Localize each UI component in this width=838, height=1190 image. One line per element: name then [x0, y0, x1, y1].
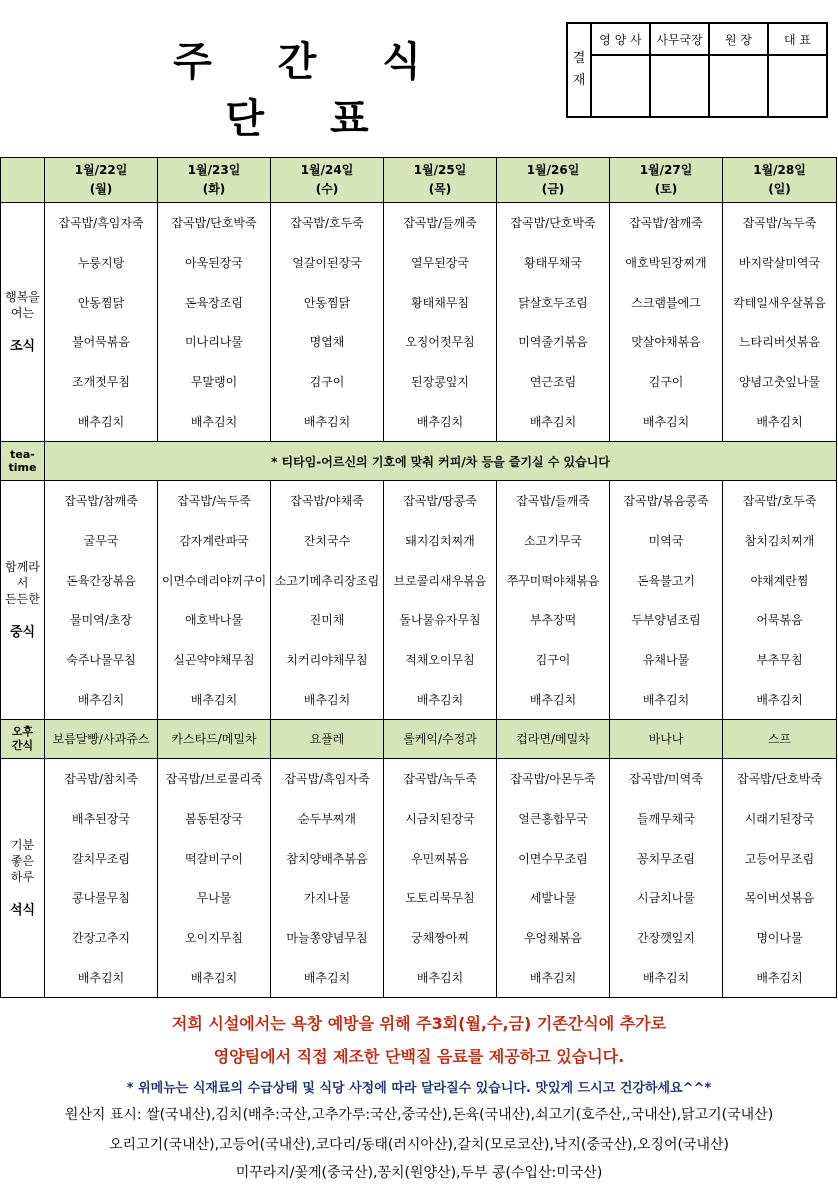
date-label: 1월/28일	[753, 163, 806, 177]
approval-header: 원 장	[709, 23, 768, 55]
menu-item: 애호박나물	[185, 613, 243, 628]
menu-item-list	[723, 759, 836, 997]
breakfast-label-line: 행복을	[5, 290, 40, 304]
breakfast-menu-cell	[384, 203, 497, 442]
menu-item: 배추김치	[756, 414, 803, 429]
teatime-label: tea-time	[1, 442, 45, 481]
menu-item: 황태무채국	[524, 255, 582, 270]
menu-item: 브로콜리새우볶음	[393, 573, 487, 588]
menu-item: 순두부찌개	[298, 811, 356, 826]
menu-item: 배추김치	[529, 692, 577, 707]
menu-item: 잡곡밥/녹두죽	[177, 494, 251, 509]
menu-item: 연근조림	[529, 374, 577, 389]
menu-item: 배추김치	[756, 692, 803, 707]
menu-item-list	[723, 481, 836, 719]
menu-item: 불어묵볶음	[72, 335, 130, 350]
date-cell	[610, 158, 723, 203]
menu-item: 시금치나물	[637, 891, 695, 906]
menu-item: 치커리야채무침	[286, 652, 368, 667]
dinner-menu-cell	[723, 759, 837, 998]
approval-header: 영 양 사	[591, 23, 650, 55]
snack-label	[1, 720, 45, 759]
menu-item: 부추장떡	[529, 613, 577, 628]
menu-item: 세발나물	[529, 891, 577, 906]
breakfast-menu-cell	[723, 203, 837, 442]
dinner-menu-cell	[271, 759, 384, 998]
menu-item: 바지락살미역국	[738, 255, 821, 270]
menu-item: 굴무국	[83, 533, 119, 548]
breakfast-menu-cell	[610, 203, 723, 442]
menu-item: 잡곡밥/땅콩죽	[403, 494, 477, 509]
menu-item: 배추김치	[77, 970, 125, 985]
lunch-label	[1, 481, 45, 720]
menu-item: 배추김치	[529, 970, 577, 985]
snack-cell: 보름달빵/사과쥬스	[45, 720, 158, 759]
breakfast-menu-cell	[497, 203, 610, 442]
menu-item: 참치김치찌개	[744, 533, 815, 548]
menu-item: 이면수데리야끼구이	[161, 573, 267, 588]
menu-item: 잡곡밥/단호박죽	[510, 216, 596, 231]
menu-item-list	[384, 759, 496, 997]
approval-signature-box	[650, 55, 709, 117]
date-cell	[497, 158, 610, 203]
date-cell	[384, 158, 497, 203]
menu-item: 배추김치	[756, 970, 803, 985]
menu-item: 적채오이무침	[405, 652, 475, 667]
menu-item: 목이버섯볶음	[744, 891, 815, 906]
menu-item: 도토리묵무침	[405, 891, 475, 906]
menu-item: 김구이	[309, 374, 345, 389]
menu-item: 조개젓무침	[72, 374, 130, 389]
menu-item: 돈육간장볶음	[66, 573, 136, 588]
menu-disclaimer: * 위메뉴는 식재료의 수급상태 및 식당 사정에 따라 달라질수 있습니다. 맛있게 드시고 건강하세요^^*	[126, 1081, 712, 1096]
menu-item-list	[497, 203, 609, 441]
menu-item-list	[384, 481, 496, 719]
approval-signature-box	[768, 55, 827, 117]
menu-item: 들깨무채국	[637, 811, 695, 826]
approval-signature-box	[709, 55, 768, 117]
menu-item: 이면수무조림	[518, 851, 588, 866]
menu-item: 잡곡밥/흑임자죽	[284, 772, 370, 787]
menu-item: 애호박된장찌개	[625, 255, 707, 270]
snack-label-line: 오후	[11, 725, 34, 738]
breakfast-menu-cell	[45, 203, 158, 442]
corner-cell	[1, 158, 45, 203]
weekday-label: (월)	[89, 182, 113, 196]
menu-item: 봄동된장국	[185, 811, 243, 826]
menu-item-list	[271, 759, 383, 997]
snack-cell: 요플레	[271, 720, 384, 759]
menu-item: 배추김치	[77, 692, 125, 707]
snack-row	[1, 720, 837, 759]
menu-item: 잡곡밥/아몬두죽	[510, 772, 596, 787]
origin-line: 원산지 표시: 쌀(국내산),김치(배추:국산,고추가루:국산,중국산),돈육(국내산),쇠고기(호주산,,국내산),닭고기(국내산)	[64, 1107, 774, 1123]
menu-item: 배추김치	[190, 692, 238, 707]
menu-item: 배추김치	[303, 414, 351, 429]
date-cell	[723, 158, 837, 203]
menu-item: 잡곡밥/미역죽	[629, 772, 703, 787]
menu-item-list	[158, 759, 270, 997]
menu-item: 잡곡밥/들깨죽	[403, 216, 477, 231]
menu-item: 명엽채	[309, 335, 345, 350]
date-label: 1월/24일	[300, 163, 354, 177]
menu-item: 무나물	[196, 891, 232, 906]
menu-item: 오이지무침	[185, 930, 243, 945]
weekday-label: (화)	[202, 182, 226, 196]
menu-item: 떡갈비구이	[185, 851, 243, 866]
lunch-menu-cell	[497, 481, 610, 720]
snack-cell: 컵라면/메밀차	[497, 720, 610, 759]
menu-item: 소고기메추리장조림	[274, 573, 380, 588]
dinner-label-main: 석식	[9, 903, 36, 918]
menu-item: 잡곡밥/들깨죽	[516, 494, 590, 509]
notice-line: 영양팀에서 직접 제조한 단백질 음료를 제공하고 있습니다.	[213, 1047, 625, 1066]
lunch-menu-cell	[610, 481, 723, 720]
menu-item: 김구이	[648, 374, 684, 389]
date-cell	[271, 158, 384, 203]
menu-item: 미역줄기볶음	[518, 335, 588, 350]
lunch-menu-cell	[45, 481, 158, 720]
menu-item: 참치양배추볶음	[286, 851, 368, 866]
snack-cell: 카스타드/메밀차	[158, 720, 271, 759]
date-label: 1월/22일	[74, 163, 128, 177]
date-label: 1월/27일	[639, 163, 693, 177]
menu-item: 숙주나물무침	[66, 652, 136, 667]
dinner-label-line: 하루	[10, 870, 35, 884]
menu-item: 야채계란찜	[750, 573, 809, 588]
menu-item: 감자계란파국	[179, 533, 249, 548]
menu-item: 배추김치	[642, 414, 690, 429]
menu-item: 어묵볶음	[756, 613, 803, 628]
breakfast-label	[1, 203, 45, 442]
origin-line: 미꾸라지/꽃게(중국산),꽁치(원양산),두부 콩(수입산:미국산)	[235, 1165, 603, 1181]
menu-item: 돼지김치찌개	[405, 533, 475, 548]
dinner-label-line: 기분	[10, 838, 35, 852]
menu-item: 쭈꾸미떡야채볶음	[506, 573, 600, 588]
menu-item-list	[610, 759, 722, 997]
menu-item: 배추김치	[190, 414, 238, 429]
weekday-label: (토)	[654, 182, 678, 196]
menu-item-list	[723, 203, 836, 441]
menu-item: 시래기된장국	[744, 811, 815, 826]
approval-signature-box	[591, 55, 650, 117]
lunch-label-line: 함께라서	[5, 560, 40, 590]
dinner-row	[1, 759, 837, 998]
menu-item: 마늘쫑양념무침	[286, 930, 368, 945]
notice-line: 저희 시설에서는 욕창 예방을 위해 주3회(월,수,금) 기존간식에 추가로	[171, 1014, 667, 1033]
menu-item: 돈육장조림	[185, 295, 243, 310]
page-title: 주 간 식 단 표	[173, 39, 447, 142]
menu-item: 진미채	[309, 613, 345, 628]
menu-item: 잡곡밥/야채죽	[290, 494, 364, 509]
menu-item: 배추김치	[642, 970, 690, 985]
menu-item: 무말랭이	[190, 374, 238, 389]
menu-item: 배추김치	[190, 970, 238, 985]
menu-item: 미역국	[648, 533, 684, 548]
date-cell	[45, 158, 158, 203]
menu-item: 우민찌볶음	[411, 851, 469, 866]
teatime-row	[1, 442, 837, 481]
menu-item-list	[158, 481, 270, 719]
approval-box	[566, 22, 828, 118]
menu-item: 잡곡밥/녹두죽	[742, 216, 817, 231]
menu-item: 콩나물무침	[72, 891, 130, 906]
approval-side-char: 결	[572, 51, 586, 66]
lunch-label-line: 든든한	[5, 592, 40, 606]
snack-cell: 스프	[723, 720, 837, 759]
date-label: 1월/23일	[187, 163, 241, 177]
menu-item: 잡곡밥/참깨죽	[64, 494, 138, 509]
menu-item: 닭살호두조림	[518, 295, 588, 310]
menu-item-list	[271, 203, 383, 441]
menu-item-list	[610, 481, 722, 719]
menu-item: 소고기무국	[524, 533, 582, 548]
teatime-text: * 티타임-어르신의 기호에 맞춰 커피/차 등을 즐기실 수 있습니다	[45, 442, 837, 481]
menu-item-list	[45, 203, 157, 441]
menu-item: 유채나물	[642, 652, 690, 667]
lunch-menu-cell	[723, 481, 837, 720]
menu-item: 배추김치	[303, 692, 351, 707]
menu-item: 우엉채볶음	[524, 930, 582, 945]
menu-item: 시금치된장국	[405, 811, 475, 826]
breakfast-menu-cell	[158, 203, 271, 442]
menu-item: 꽁치무조림	[637, 851, 695, 866]
menu-item: 배추김치	[416, 970, 464, 985]
menu-item: 배추김치	[416, 414, 464, 429]
menu-item: 가지나물	[303, 891, 351, 906]
menu-item: 두부양념조림	[631, 613, 701, 628]
weekday-label: (목)	[428, 182, 452, 196]
menu-item: 고등어무조림	[744, 851, 815, 866]
menu-item: 배추김치	[77, 414, 125, 429]
lunch-menu-cell	[158, 481, 271, 720]
menu-item: 안동찜닭	[77, 295, 125, 310]
menu-item: 배추김치	[416, 692, 464, 707]
menu-item: 잡곡밥/녹두죽	[403, 772, 477, 787]
date-header-row	[1, 158, 837, 203]
menu-item: 안동찜닭	[303, 295, 351, 310]
date-cell	[158, 158, 271, 203]
menu-item-list	[45, 759, 157, 997]
menu-item: 배추김치	[642, 692, 690, 707]
menu-item: 된장콩잎지	[411, 374, 469, 389]
menu-item-list	[271, 481, 383, 719]
menu-item-list	[158, 203, 270, 441]
approval-header: 사무국장	[650, 23, 709, 55]
lunch-label-main: 중식	[9, 625, 36, 640]
snack-cell: 바나나	[610, 720, 723, 759]
weekday-label: (수)	[315, 182, 339, 196]
menu-item: 열무된장국	[411, 255, 469, 270]
menu-item: 잡곡밥/참깨죽	[629, 216, 703, 231]
menu-item: 잡곡밥/호두죽	[290, 216, 364, 231]
menu-item: 잡곡밥/참치죽	[64, 772, 138, 787]
menu-item: 돈육불고기	[637, 573, 695, 588]
lunch-menu-cell	[271, 481, 384, 720]
breakfast-menu-cell	[271, 203, 384, 442]
menu-item: 잡곡밥/브로콜리죽	[165, 772, 263, 787]
date-label: 1월/26일	[526, 163, 580, 177]
approval-side-label	[567, 23, 591, 117]
menu-item: 미나리나물	[185, 335, 243, 350]
breakfast-label-line: 여는	[10, 306, 35, 320]
menu-item: 맛살야채볶음	[631, 335, 701, 350]
dinner-label	[1, 759, 45, 998]
dinner-menu-cell	[158, 759, 271, 998]
breakfast-row	[1, 203, 837, 442]
menu-item: 배추김치	[529, 414, 577, 429]
menu-item: 부추무침	[756, 652, 803, 667]
dinner-menu-cell	[384, 759, 497, 998]
menu-item: 실곤약야채무침	[173, 652, 255, 667]
menu-item: 황태채무침	[411, 295, 469, 310]
menu-item-list	[384, 203, 496, 441]
menu-item: 물미역/초장	[69, 613, 132, 628]
menu-item: 칵테일새우살볶음	[733, 295, 826, 310]
weekday-label: (금)	[541, 182, 565, 196]
menu-item: 김구이	[535, 652, 571, 667]
menu-item: 배추된장국	[72, 811, 130, 826]
menu-item-list	[497, 481, 609, 719]
dinner-label-line: 좋은	[10, 854, 35, 868]
menu-item-list	[497, 759, 609, 997]
approval-side-char: 재	[572, 73, 586, 88]
menu-item: 배추김치	[303, 970, 351, 985]
menu-item: 잡곡밥/단호박죽	[736, 772, 823, 787]
date-label: 1월/25일	[413, 163, 467, 177]
origin-line: 오리고기(국내산),고등어(국내산),코다리/동태(러시아산),갈치(모로코산),낙지(중국산),오징어(국내산)	[109, 1137, 729, 1153]
menu-item: 간장깻잎지	[637, 930, 695, 945]
menu-item: 돌나물유자무침	[399, 613, 481, 628]
menu-item: 간장고추지	[72, 930, 130, 945]
lunch-menu-cell	[384, 481, 497, 720]
menu-item: 잡곡밥/단호박죽	[171, 216, 257, 231]
menu-item: 궁채짱아찌	[411, 930, 469, 945]
menu-item: 스크램블에그	[631, 295, 701, 310]
breakfast-label-main: 조식	[9, 339, 36, 354]
menu-item: 잔치국수	[303, 533, 351, 548]
menu-item: 잡곡밥/볶음콩죽	[623, 494, 709, 509]
menu-item: 잡곡밥/호두죽	[742, 494, 817, 509]
weekday-label: (일)	[768, 182, 791, 196]
menu-item: 누룽지탕	[77, 255, 125, 270]
snack-label-line: 간식	[11, 739, 34, 752]
menu-item-list	[45, 481, 157, 719]
menu-item: 느타리버섯볶음	[738, 335, 821, 350]
weekly-menu-table	[0, 157, 837, 998]
dinner-menu-cell	[610, 759, 723, 998]
menu-item: 얼갈이된장국	[292, 255, 362, 270]
dinner-menu-cell	[45, 759, 158, 998]
menu-item: 갈치무조림	[72, 851, 130, 866]
lunch-row	[1, 481, 837, 720]
menu-item: 명이나물	[756, 930, 803, 945]
menu-item: 양념고춧잎나물	[738, 374, 821, 389]
snack-cell: 롤케익/수정과	[384, 720, 497, 759]
menu-item: 얼큰홍합무국	[518, 811, 588, 826]
approval-header: 대 표	[768, 23, 827, 55]
menu-item-list	[610, 203, 722, 441]
menu-item: 잡곡밥/흑임자죽	[58, 216, 144, 231]
menu-item: 오징어젓무침	[405, 335, 475, 350]
menu-item: 아욱된장국	[185, 255, 243, 270]
dinner-menu-cell	[497, 759, 610, 998]
